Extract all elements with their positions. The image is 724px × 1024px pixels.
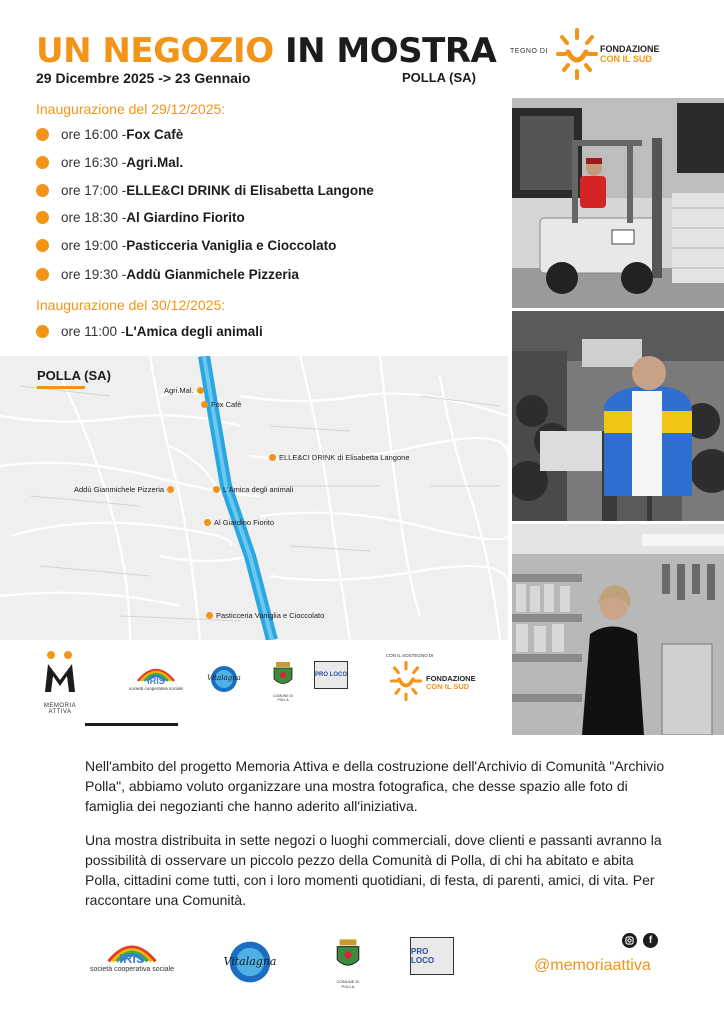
poster-title xyxy=(36,31,497,71)
social-handle[interactable]: @memoriaattiva xyxy=(534,957,651,974)
comune-di-polla-logo xyxy=(330,936,366,989)
memoria-attiva-logo xyxy=(40,650,80,715)
photo-woman-shop xyxy=(512,524,724,735)
bullet-dot xyxy=(36,156,49,169)
bullet-dot xyxy=(36,325,49,338)
event-time: ore 19:00 - xyxy=(61,237,127,253)
map-pin xyxy=(204,518,274,527)
event-item xyxy=(36,152,183,172)
pin-label: Agri.Mal. xyxy=(164,386,194,395)
instagram-icon[interactable] xyxy=(622,933,637,948)
sponsor-name xyxy=(600,44,660,64)
map-pin xyxy=(206,611,324,620)
fondazione-line-1: FONDAZIONE xyxy=(426,674,476,683)
event-item xyxy=(36,180,374,200)
forklift-photo-image xyxy=(512,98,724,308)
map-pin xyxy=(201,400,241,409)
event-time: ore 16:30 - xyxy=(61,154,127,170)
iris-subtitle: società cooperativa sociale xyxy=(128,686,184,691)
map-pin xyxy=(213,485,293,494)
sponsor-name-line-1: FONDAZIONE xyxy=(600,44,660,54)
coat-of-arms-icon xyxy=(268,661,298,689)
event-shop: ELLE&CI DRINK di Elisabetta Langone xyxy=(126,182,374,198)
pin-dot xyxy=(167,486,174,493)
iris-name: IRIS xyxy=(119,951,145,966)
event-shop: Agri.Mal. xyxy=(126,154,184,170)
vitalagna-name: Vitalagna xyxy=(207,674,241,682)
man-photo-image xyxy=(512,311,724,521)
bullet-dot xyxy=(36,211,49,224)
vitalagna-logo xyxy=(220,940,280,984)
event-item xyxy=(36,124,183,144)
intro-paragraph: Nell'ambito del progetto Memoria Attiva e della costruzione dell'Archivio di Comunità "Archivio Polla", abbiamo voluto organizzare una mostra fotografica, che desse spazio alle foto di famiglia dei negozianti che hanno aderito all'iniziativa. xyxy=(85,758,665,814)
event-time: ore 18:30 - xyxy=(61,209,127,225)
pin-dot xyxy=(206,612,213,619)
pin-dot xyxy=(201,401,208,408)
pro-loco-logo xyxy=(314,661,348,689)
memoria-attiva-icon xyxy=(40,650,80,696)
photo-forklift xyxy=(512,98,724,308)
comune-name: COMUNE DI POLLA xyxy=(336,979,360,989)
vitalagna-name: Vitalagna xyxy=(223,955,277,968)
event-shop: L'Amica degli animali xyxy=(125,323,263,339)
pin-label: ELLE&CI DRINK di Elisabetta Langone xyxy=(279,453,410,462)
title-part-2: IN MOSTRA xyxy=(284,31,497,71)
fondazione-name xyxy=(426,675,476,691)
event-shop: Pasticceria Vaniglia e Cioccolato xyxy=(126,237,337,253)
title-part-1: UN NEGOZIO xyxy=(36,31,274,71)
sun-icon xyxy=(556,28,598,80)
pro-loco-name: PRO LOCO xyxy=(411,947,435,965)
comune-di-polla-logo xyxy=(268,661,298,702)
town-map xyxy=(0,356,508,640)
woman-photo-image xyxy=(512,524,724,735)
event-time: ore 19:30 - xyxy=(61,266,127,282)
event-time: ore 16:00 - xyxy=(61,126,127,142)
pin-label: Al Giardino Fiorito xyxy=(214,518,275,527)
event-shop: Fox Cafè xyxy=(126,126,184,142)
comune-name: COMUNE DI POLLA xyxy=(272,694,294,702)
partner-logos xyxy=(0,645,508,715)
bullet-dot xyxy=(36,184,49,197)
description-paragraph: Una mostra distribuita in sette negozi o luoghi commerciali, dove clienti e passanti avranno la possibilità di osservare un piccolo pezzo della Comunità di Polla, di chi ha abitato e abita Polla, cittadini come tutti, con i loro momenti quotidiani, di festa, di parenti, amici, di vita. Per raccontare una Comunità. xyxy=(85,832,662,908)
event-shop: Addù Gianmichele Pizzeria xyxy=(126,266,299,282)
pin-dot xyxy=(204,519,211,526)
section-divider xyxy=(85,723,178,726)
memoria-attiva-text: MEMORIA ATTIVA xyxy=(43,703,77,715)
fondazione-sostegno-logo xyxy=(386,653,486,703)
inauguration-label-1: Inaugurazione del 29/12/2025: xyxy=(36,101,226,117)
sponsor-prefix: TEGNO DI xyxy=(510,48,548,55)
map-pin xyxy=(74,485,174,494)
instagram-glyph xyxy=(625,936,634,945)
pin-label: L'Amica degli animali xyxy=(223,485,294,494)
map-pin xyxy=(269,453,410,462)
sostegno-prefix: CON IL SOSTEGNO DI xyxy=(386,653,434,658)
bullet-dot xyxy=(36,268,49,281)
pin-dot xyxy=(269,454,276,461)
map-pin xyxy=(164,386,204,395)
pin-label: Addù Gianmichele Pizzeria xyxy=(74,485,165,494)
iris-logo xyxy=(86,938,178,973)
pin-dot xyxy=(213,486,220,493)
vitalagna-logo xyxy=(205,665,243,693)
iris-name: IRIS xyxy=(147,676,165,686)
pin-dot xyxy=(197,387,204,394)
iris-logo xyxy=(126,663,186,691)
map-streets xyxy=(0,356,508,640)
pro-loco-logo xyxy=(410,937,454,975)
fondazione-line-2: CON IL SUD xyxy=(426,682,470,691)
event-item xyxy=(36,235,336,255)
event-item xyxy=(36,264,299,284)
bullet-dot xyxy=(36,128,49,141)
pin-label: Fox Cafè xyxy=(211,400,242,409)
pin-label: Pasticceria Vaniglia e Cioccolato xyxy=(216,611,325,620)
social-icons xyxy=(622,933,658,948)
map-title-underline xyxy=(37,386,85,389)
exhibition-dates: 29 Dicembre 2025 -> 23 Gennaio xyxy=(36,70,251,86)
facebook-icon[interactable]: f xyxy=(643,933,658,948)
photo-man-blue-jacket xyxy=(512,311,724,521)
event-time: ore 11:00 - xyxy=(61,323,126,339)
coat-of-arms-icon xyxy=(330,936,366,974)
fondazione-con-il-sud-logo xyxy=(510,28,710,80)
iris-subtitle: società cooperativa sociale xyxy=(89,966,175,973)
bullet-dot xyxy=(36,239,49,252)
pro-loco-name: PRO LOCO xyxy=(315,672,348,678)
exhibition-city: POLLA (SA) xyxy=(402,70,476,85)
map-title: POLLA (SA) xyxy=(37,368,111,383)
sun-icon xyxy=(388,661,424,701)
inauguration-label-2: Inaugurazione del 30/12/2025: xyxy=(36,297,226,313)
sponsor-name-line-2: CON IL SUD xyxy=(600,54,652,64)
event-time: ore 17:00 - xyxy=(61,182,127,198)
event-item xyxy=(36,207,245,227)
event-shop: Al Giardino Fiorito xyxy=(126,209,245,225)
event-item xyxy=(36,321,263,341)
